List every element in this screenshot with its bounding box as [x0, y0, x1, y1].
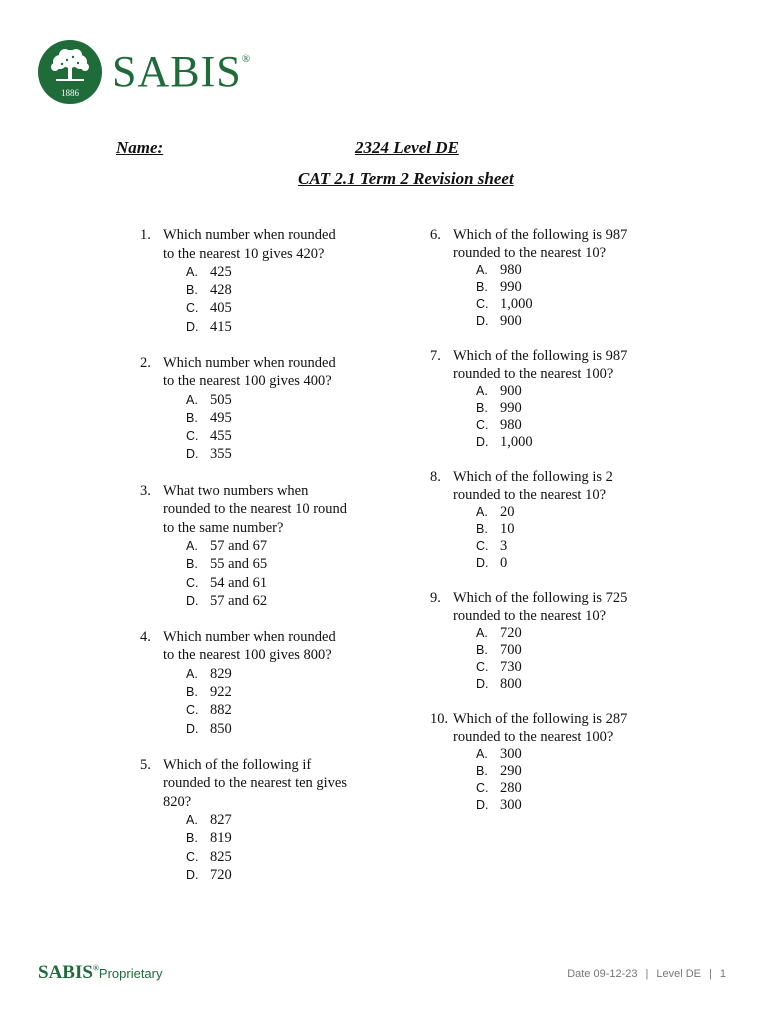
- question-number: 8.: [430, 469, 441, 485]
- question-text-line: Which number when rounded: [163, 227, 336, 243]
- question-text-line: rounded to the nearest 100?: [453, 729, 614, 745]
- option-letter: B.: [186, 685, 198, 700]
- question-number: 1.: [140, 227, 151, 243]
- question-text-line: rounded to the nearest ten gives: [163, 775, 348, 792]
- option-letter: A.: [186, 265, 198, 279]
- question-item: [140, 482, 380, 610]
- option-value: 730: [500, 659, 522, 675]
- answer-option: [476, 625, 670, 642]
- option-value: 0: [500, 555, 508, 571]
- question-text-line: Which of the following is 2: [453, 469, 613, 485]
- option-value: 850: [210, 720, 232, 737]
- option-value: 57 and 62: [210, 592, 268, 609]
- option-letter: D.: [186, 867, 199, 882]
- answer-option: [476, 763, 670, 780]
- option-letter: C.: [476, 539, 489, 553]
- option-value: 280: [500, 780, 522, 796]
- answer-options: [453, 625, 670, 693]
- question-number: 5.: [140, 756, 151, 773]
- question-text-line: What two numbers when: [163, 482, 309, 499]
- option-letter: A.: [186, 539, 198, 554]
- question-text-line: Which of the following is 725: [453, 590, 628, 606]
- question-item: [430, 468, 670, 572]
- answer-option: [186, 537, 380, 555]
- option-letter: D.: [186, 593, 199, 608]
- option-value: 290: [500, 763, 522, 779]
- answer-option: [476, 383, 670, 400]
- option-letter: C.: [186, 301, 199, 316]
- option-letter: C.: [186, 575, 199, 590]
- option-letter: A.: [186, 392, 198, 407]
- option-letter: B.: [476, 522, 488, 536]
- option-letter: C.: [476, 781, 489, 795]
- option-value: 825: [210, 848, 232, 865]
- question-text-line: Which of the following is 987: [453, 227, 628, 243]
- answer-options: [163, 537, 380, 610]
- option-letter: A.: [476, 505, 488, 519]
- answer-option: [186, 683, 380, 701]
- option-value: 405: [210, 300, 232, 317]
- answer-options: [163, 391, 380, 464]
- option-letter: B.: [186, 411, 198, 426]
- answer-option: [476, 434, 670, 451]
- question-item: [140, 226, 380, 336]
- question-text-line: rounded to the nearest 10?: [453, 487, 607, 503]
- option-letter: D.: [186, 447, 199, 462]
- option-value: 900: [500, 383, 522, 399]
- option-value: 355: [210, 446, 232, 463]
- option-value: 54 and 61: [210, 574, 268, 591]
- option-value: 1,000: [500, 296, 533, 312]
- question-text-line: rounded to the nearest 10 round: [163, 501, 348, 518]
- option-value: 700: [500, 642, 522, 658]
- question-item: [430, 710, 670, 814]
- option-value: 922: [210, 684, 232, 701]
- answer-option: [476, 417, 670, 434]
- option-letter: D.: [186, 721, 199, 736]
- seal-year: 1886: [61, 88, 79, 98]
- answer-option: [476, 797, 670, 814]
- option-value: 55 and 65: [210, 556, 268, 573]
- answer-options: [163, 263, 380, 336]
- question-number: 2.: [140, 354, 151, 371]
- name-label: Name:: [116, 138, 164, 157]
- answer-options: [163, 811, 380, 884]
- option-letter: C.: [186, 849, 199, 864]
- footer-meta: Date 09-12-23 | Level DE | 1: [567, 968, 726, 980]
- option-value: 10: [500, 521, 515, 537]
- option-letter: C.: [476, 418, 489, 432]
- answer-option: [476, 400, 670, 417]
- option-letter: A.: [476, 263, 488, 277]
- option-value: 720: [210, 866, 232, 883]
- option-value: 415: [210, 318, 232, 335]
- answer-option: [186, 299, 380, 317]
- option-value: 3: [500, 538, 508, 554]
- answer-option: [186, 866, 380, 884]
- option-letter: A.: [476, 384, 488, 398]
- option-value: 980: [500, 262, 522, 278]
- answer-option: [186, 665, 380, 683]
- option-letter: C.: [476, 297, 489, 311]
- question-text-line: Which of the following is 987: [453, 348, 628, 364]
- option-letter: D.: [186, 319, 199, 334]
- option-value: 720: [500, 625, 522, 641]
- question-item: [430, 589, 670, 693]
- sabis-tree-seal-icon: [38, 40, 102, 104]
- question-number: 7.: [430, 348, 441, 364]
- option-letter: B.: [476, 280, 488, 294]
- option-value: 990: [500, 279, 522, 295]
- option-letter: C.: [186, 703, 199, 718]
- answer-option: [186, 318, 380, 336]
- option-value: 819: [210, 830, 232, 847]
- option-letter: A.: [476, 626, 488, 640]
- answer-option: [476, 676, 670, 693]
- answer-option: [476, 746, 670, 763]
- option-value: 827: [210, 812, 232, 829]
- question-number: 3.: [140, 482, 151, 499]
- question-text-line: rounded to the nearest 10?: [453, 608, 607, 624]
- answer-option: [476, 279, 670, 296]
- option-value: 505: [210, 391, 232, 408]
- option-value: 300: [500, 797, 522, 813]
- question-text-line: Which number when rounded: [163, 354, 336, 371]
- answer-option: [186, 409, 380, 427]
- option-value: 300: [500, 746, 522, 762]
- answer-option: [476, 313, 670, 330]
- answer-option: [186, 555, 380, 573]
- answer-option: [186, 391, 380, 409]
- footer-brand: SABIS®Proprietary: [38, 962, 163, 983]
- answer-option: [186, 829, 380, 847]
- question-text-line: rounded to the nearest 100?: [453, 366, 614, 382]
- option-letter: B.: [476, 643, 488, 657]
- answer-option: [476, 504, 670, 521]
- option-letter: A.: [476, 747, 488, 761]
- option-letter: D.: [476, 435, 489, 449]
- questions-right-column: [430, 226, 670, 831]
- answer-option: [186, 427, 380, 445]
- question-text-line: rounded to the nearest 10?: [453, 245, 607, 261]
- footer-page-number: 1: [719, 968, 726, 980]
- answer-option: [186, 811, 380, 829]
- answer-option: [476, 296, 670, 313]
- answer-option: [476, 521, 670, 538]
- answer-options: [453, 504, 670, 572]
- answer-option: [476, 642, 670, 659]
- option-value: 882: [210, 702, 232, 719]
- option-value: 455: [210, 428, 232, 445]
- answer-option: [186, 701, 380, 719]
- sabis-logo: [38, 40, 251, 104]
- answer-option: [476, 262, 670, 279]
- option-letter: A.: [186, 813, 198, 828]
- sheet-title: CAT 2.1 Term 2 Revision sheet: [298, 169, 514, 188]
- answer-option: [476, 555, 670, 572]
- option-value: 990: [500, 400, 522, 416]
- question-text-line: Which number when rounded: [163, 628, 336, 645]
- question-item: [430, 226, 670, 330]
- option-value: 1,000: [500, 434, 533, 450]
- answer-option: [476, 780, 670, 797]
- option-value: 829: [210, 665, 232, 682]
- question-number: 10.: [430, 711, 449, 727]
- answer-options: [453, 746, 670, 814]
- option-letter: C.: [476, 660, 489, 674]
- option-value: 495: [210, 410, 232, 427]
- answer-options: [453, 383, 670, 451]
- question-text-line: Which of the following is 287: [453, 711, 628, 727]
- option-letter: D.: [476, 798, 489, 812]
- question-text-line: to the nearest 100 gives 800?: [163, 647, 332, 664]
- answer-options: [453, 262, 670, 330]
- question-text-line: to the same number?: [163, 519, 284, 536]
- option-letter: B.: [476, 764, 488, 778]
- question-item: [140, 354, 380, 464]
- footer-date: Date 09-12-23: [567, 968, 638, 980]
- answer-option: [186, 848, 380, 866]
- question-number: 9.: [430, 590, 441, 606]
- question-number: 4.: [140, 628, 151, 645]
- option-value: 900: [500, 313, 522, 329]
- answer-option: [186, 281, 380, 299]
- answer-option: [186, 263, 380, 281]
- option-letter: B.: [186, 831, 198, 846]
- option-value: 428: [210, 282, 232, 299]
- brand-name: SABIS®: [112, 47, 252, 96]
- question-item: [140, 628, 380, 738]
- answer-option: [476, 538, 670, 555]
- question-item: [430, 347, 670, 451]
- question-number: 6.: [430, 227, 441, 243]
- footer-level: Level DE: [656, 968, 702, 980]
- option-letter: B.: [476, 401, 488, 415]
- level-heading: 2324 Level DE: [355, 138, 459, 157]
- option-letter: B.: [186, 283, 198, 298]
- answer-option: [186, 445, 380, 463]
- option-letter: D.: [476, 677, 489, 691]
- answer-option: [186, 592, 380, 610]
- option-letter: D.: [476, 556, 489, 570]
- option-value: 20: [500, 504, 515, 520]
- option-letter: B.: [186, 557, 198, 572]
- question-text-line: to the nearest 100 gives 400?: [163, 373, 332, 390]
- option-letter: D.: [476, 314, 489, 328]
- answer-option: [476, 659, 670, 676]
- answer-option: [186, 574, 380, 592]
- option-value: 980: [500, 417, 522, 433]
- question-text-line: to the nearest 10 gives 420?: [163, 245, 325, 262]
- answer-options: [163, 665, 380, 738]
- option-value: 800: [500, 676, 522, 692]
- answer-option: [186, 720, 380, 738]
- question-text-line: Which of the following if: [163, 756, 312, 773]
- option-letter: C.: [186, 429, 199, 444]
- option-value: 425: [210, 264, 232, 280]
- question-item: [140, 756, 380, 884]
- option-letter: A.: [186, 666, 198, 681]
- option-value: 57 and 67: [210, 538, 268, 555]
- questions-left-column: [140, 226, 380, 902]
- question-text-line: 820?: [163, 793, 192, 810]
